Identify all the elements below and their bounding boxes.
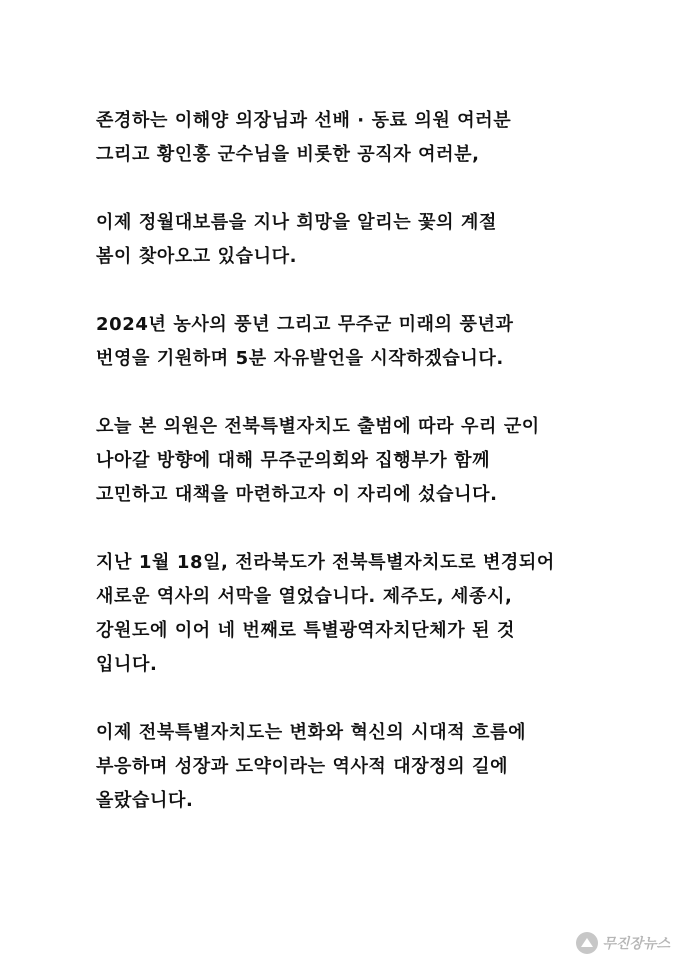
text-line: 번영을 기원하며 5분 자유발언을 시작하겠습니다. xyxy=(96,348,504,369)
text-line: 올랐습니다. xyxy=(96,790,194,811)
paragraph-greeting xyxy=(96,104,596,172)
text-line: 그리고 황인홍 군수님을 비롯한 공직자 여러분, xyxy=(96,144,480,165)
text-line: 오늘 본 의원은 전북특별자치도 출범에 따라 우리 군이 xyxy=(96,416,540,437)
text-line: 나아갈 방향에 대해 무주군의회와 집행부가 함께 xyxy=(96,450,491,471)
text-line: 2024년 농사의 풍년 그리고 무주군 미래의 풍년과 xyxy=(96,314,514,335)
paragraph-opening xyxy=(96,308,596,376)
paragraph-purpose xyxy=(96,410,596,512)
watermark-text: 무진장뉴스 xyxy=(602,936,670,952)
paragraph-vision xyxy=(96,716,596,818)
paragraph-season xyxy=(96,206,596,274)
text-line: 고민하고 대책을 마련하고자 이 자리에 섰습니다. xyxy=(96,484,498,505)
text-line: 이제 전북특별자치도는 변화와 혁신의 시대적 흐름에 xyxy=(96,722,527,743)
text-line: 새로운 역사의 서막을 열었습니다. 제주도, 세종시, xyxy=(96,586,513,607)
text-line: 부응하며 성장과 도약이라는 역사적 대장정의 길에 xyxy=(96,756,509,777)
text-line: 존경하는 이해양 의장님과 선배 · 동료 의원 여러분 xyxy=(96,110,512,131)
text-line: 강원도에 이어 네 번째로 특별광역자치단체가 된 것 xyxy=(96,620,515,641)
text-line: 입니다. xyxy=(96,654,158,675)
mountain-logo-icon xyxy=(576,932,598,954)
speech-body xyxy=(96,104,596,852)
text-line: 이제 정월대보름을 지나 희망을 알리는 꽃의 계절 xyxy=(96,212,497,233)
text-line: 지난 1월 18일, 전라북도가 전북특별자치도로 변경되어 xyxy=(96,552,555,573)
text-line: 봄이 찾아오고 있습니다. xyxy=(96,246,298,267)
watermark xyxy=(576,932,670,954)
paragraph-background xyxy=(96,546,596,682)
